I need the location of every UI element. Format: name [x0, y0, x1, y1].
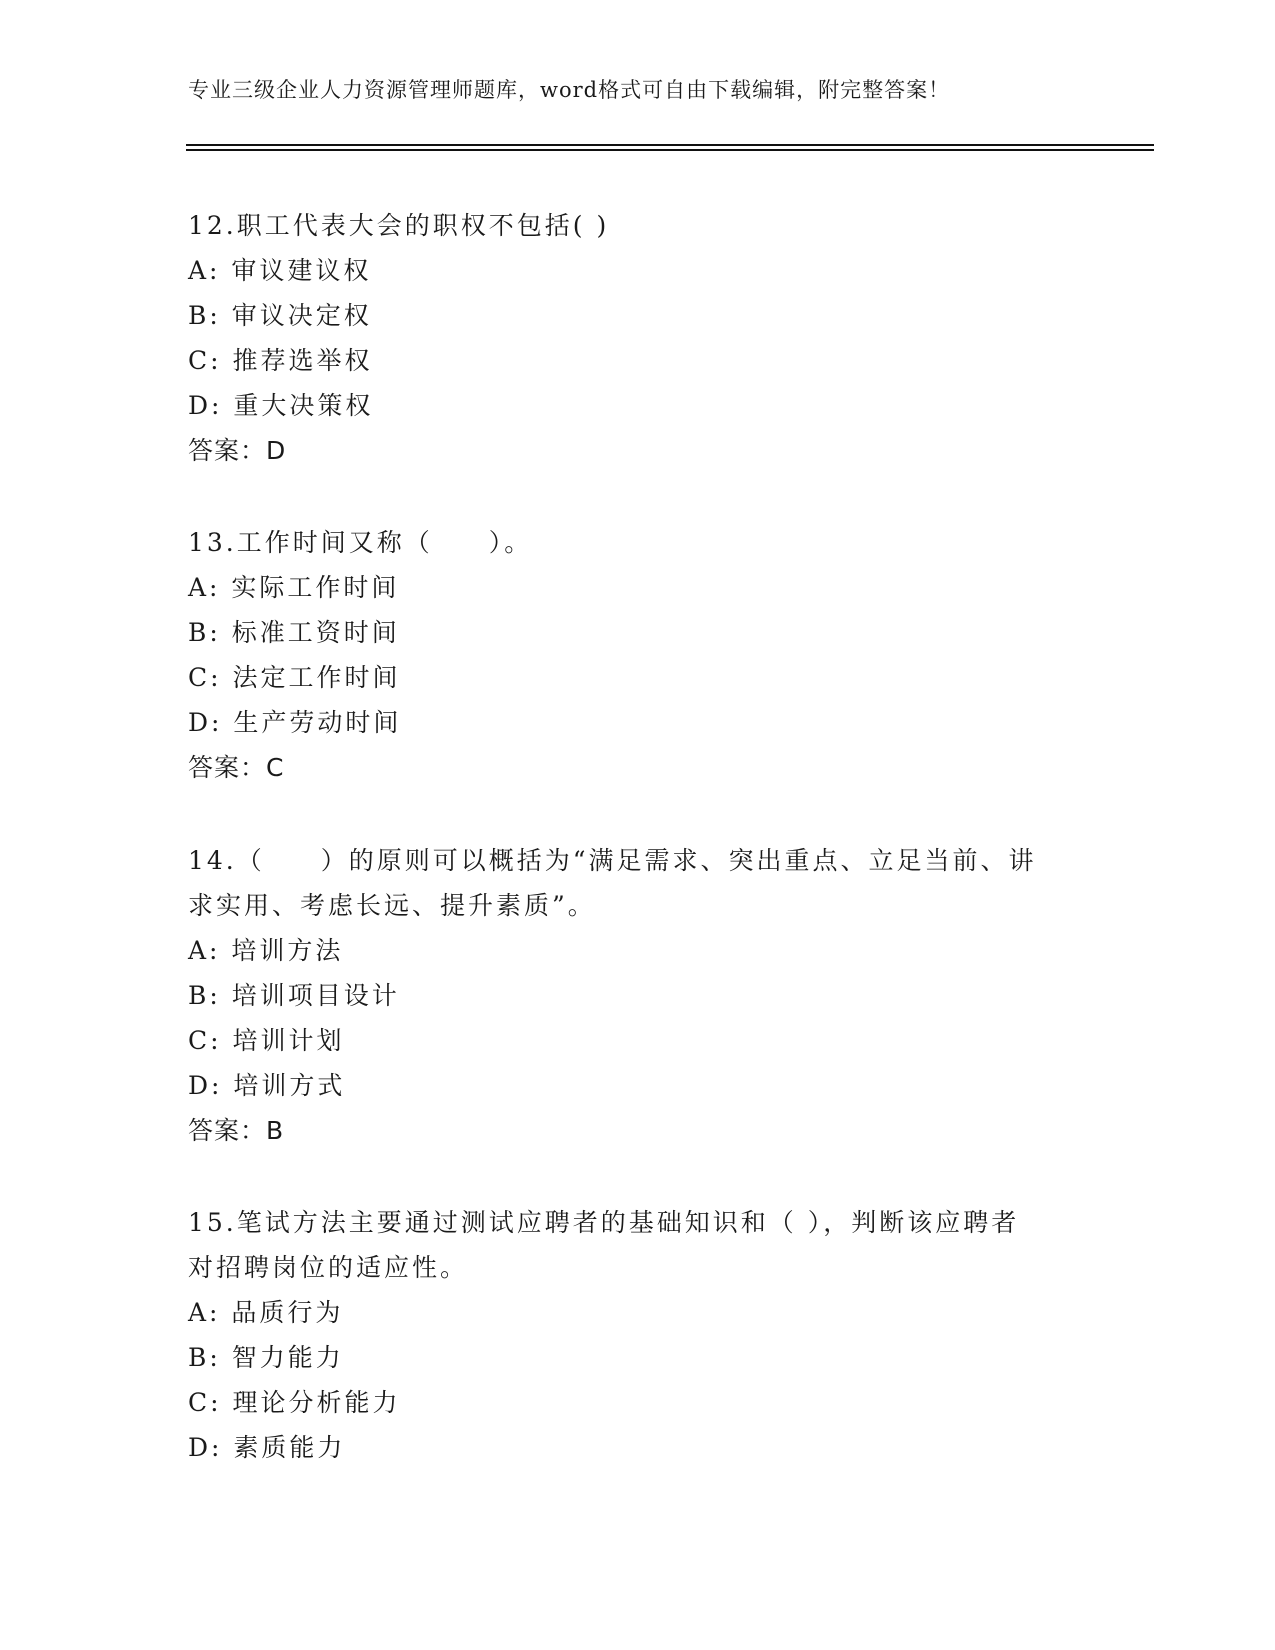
- option-d: D: 素质能力: [188, 1433, 346, 1462]
- question-stem-line-2: 求实用、考虑长远、提升素质”。: [188, 891, 596, 920]
- header-rule-top: [186, 144, 1154, 146]
- header-rule-bottom: [186, 149, 1154, 151]
- option-b: B: 智力能力: [188, 1343, 344, 1372]
- option-d: D: 重大决策权: [188, 391, 374, 420]
- question-stem-line-2: 对招聘岗位的适应性。: [188, 1253, 469, 1282]
- question-14: [188, 838, 1088, 1153]
- option-b: B: 标准工资时间: [188, 618, 400, 647]
- option-a: A: 审议建议权: [188, 256, 372, 285]
- answer-line: 答案：C: [188, 753, 285, 782]
- option-c: C: 推荐选举权: [188, 346, 373, 375]
- option-a: A: 实际工作时间: [188, 573, 400, 602]
- question-stem-line-1: 14.（ ）的原则可以概括为“满足需求、突出重点、立足当前、讲: [188, 846, 1037, 875]
- page-header: 专业三级企业人力资源管理师题库，word格式可自由下载编辑，附完整答案！: [188, 78, 951, 102]
- option-c: C: 法定工作时间: [188, 663, 401, 692]
- question-stem: 13.工作时间又称（ ）。: [188, 528, 533, 557]
- question-13: [188, 520, 1088, 790]
- option-c: C: 培训计划: [188, 1026, 345, 1055]
- answer-line: 答案：D: [188, 436, 287, 465]
- question-12: [188, 203, 1088, 473]
- option-d: D: 生产劳动时间: [188, 708, 402, 737]
- option-c: C: 理论分析能力: [188, 1388, 401, 1417]
- question-stem: 12.职工代表大会的职权不包括( ): [188, 211, 610, 240]
- question-15: [188, 1200, 1088, 1470]
- question-stem-line-1: 15.笔试方法主要通过测试应聘者的基础知识和（ ），判断该应聘者: [188, 1208, 1020, 1237]
- option-d: D: 培训方式: [188, 1071, 346, 1100]
- answer-line: 答案：B: [188, 1116, 285, 1145]
- option-b: B: 培训项目设计: [188, 981, 400, 1010]
- option-b: B: 审议决定权: [188, 301, 372, 330]
- option-a: A: 品质行为: [188, 1298, 344, 1327]
- option-a: A: 培训方法: [188, 936, 344, 965]
